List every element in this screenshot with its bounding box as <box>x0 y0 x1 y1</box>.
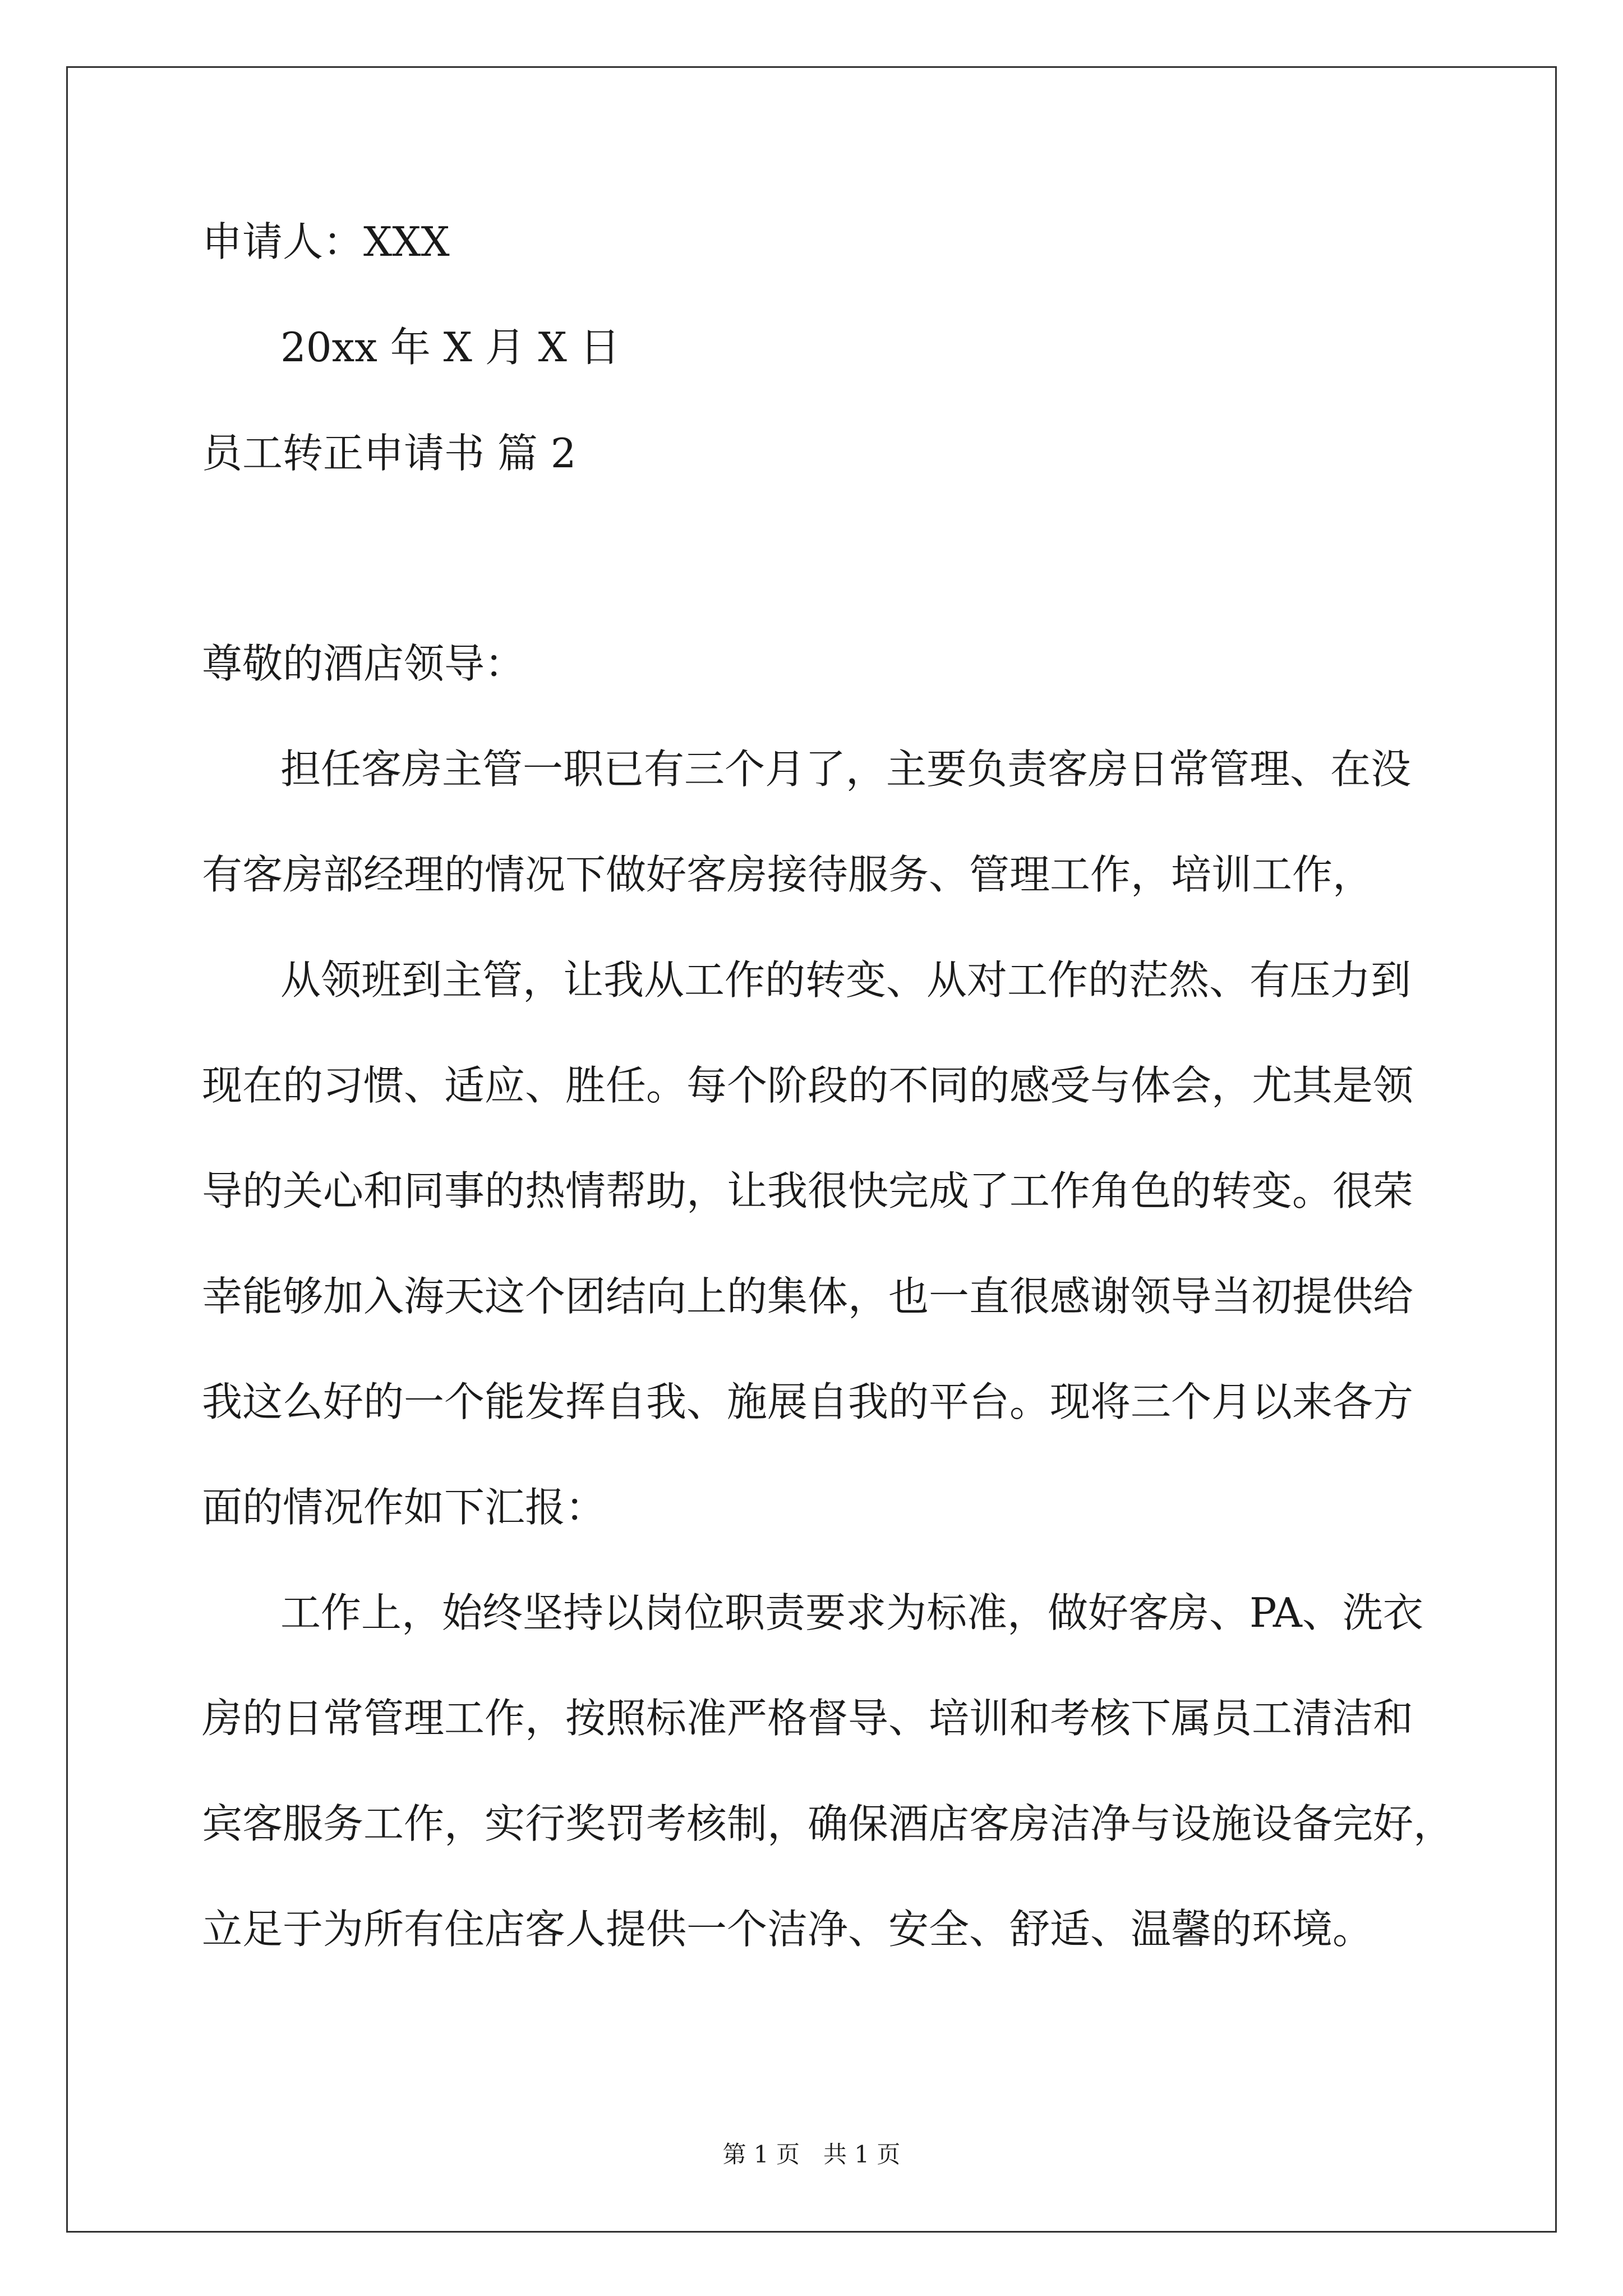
section-title: 员工转正申请书 篇 2 <box>202 430 577 477</box>
salutation: 尊敬的酒店领导： <box>202 640 525 687</box>
paragraph-line: 幸能够加入海天这个团结向上的集体，也一直很感谢领导当初提供给 <box>202 1273 1414 1320</box>
date-line: 20xx 年 X 月 X 日 <box>280 324 620 371</box>
paragraph-line: 宾客服务工作，实行奖罚考核制，确保酒店客房洁净与设施设备完好， <box>202 1800 1454 1847</box>
page-footer: 第 1 页 共 1 页 <box>722 2141 901 2168</box>
paragraph-line: 有客房部经理的情况下做好客房接待服务、管理工作，培训工作， <box>202 851 1373 898</box>
paragraph-line: 我这么好的一个能发挥自我、施展自我的平台。现将三个月以来各方 <box>202 1378 1414 1425</box>
paragraph-line: 工作上，始终坚持以岗位职责要求为标准，做好客房、PA、洗衣 <box>280 1589 1423 1636</box>
paragraph-line: 立足于为所有住店客人提供一个洁净、安全、舒适、温馨的环境。 <box>202 1906 1373 1953</box>
paragraph-line: 从领班到主管，让我从工作的转变、从对工作的茫然、有压力到 <box>280 956 1412 1004</box>
paragraph-line: 房的日常管理工作，按照标准严格督导、培训和考核下属员工清洁和 <box>202 1695 1414 1742</box>
applicant-line: 申请人：XXX <box>202 218 450 265</box>
paragraph-line: 担任客房主管一职已有三个月了，主要负责客房日常管理、在没 <box>280 746 1412 793</box>
paragraph-line: 现在的习惯、适应、胜任。每个阶段的不同的感受与体会，尤其是领 <box>202 1062 1414 1109</box>
paragraph-line: 导的关心和同事的热情帮助，让我很快完成了工作角色的转变。很荣 <box>202 1167 1414 1214</box>
paragraph-line: 面的情况作如下汇报： <box>202 1484 606 1531</box>
